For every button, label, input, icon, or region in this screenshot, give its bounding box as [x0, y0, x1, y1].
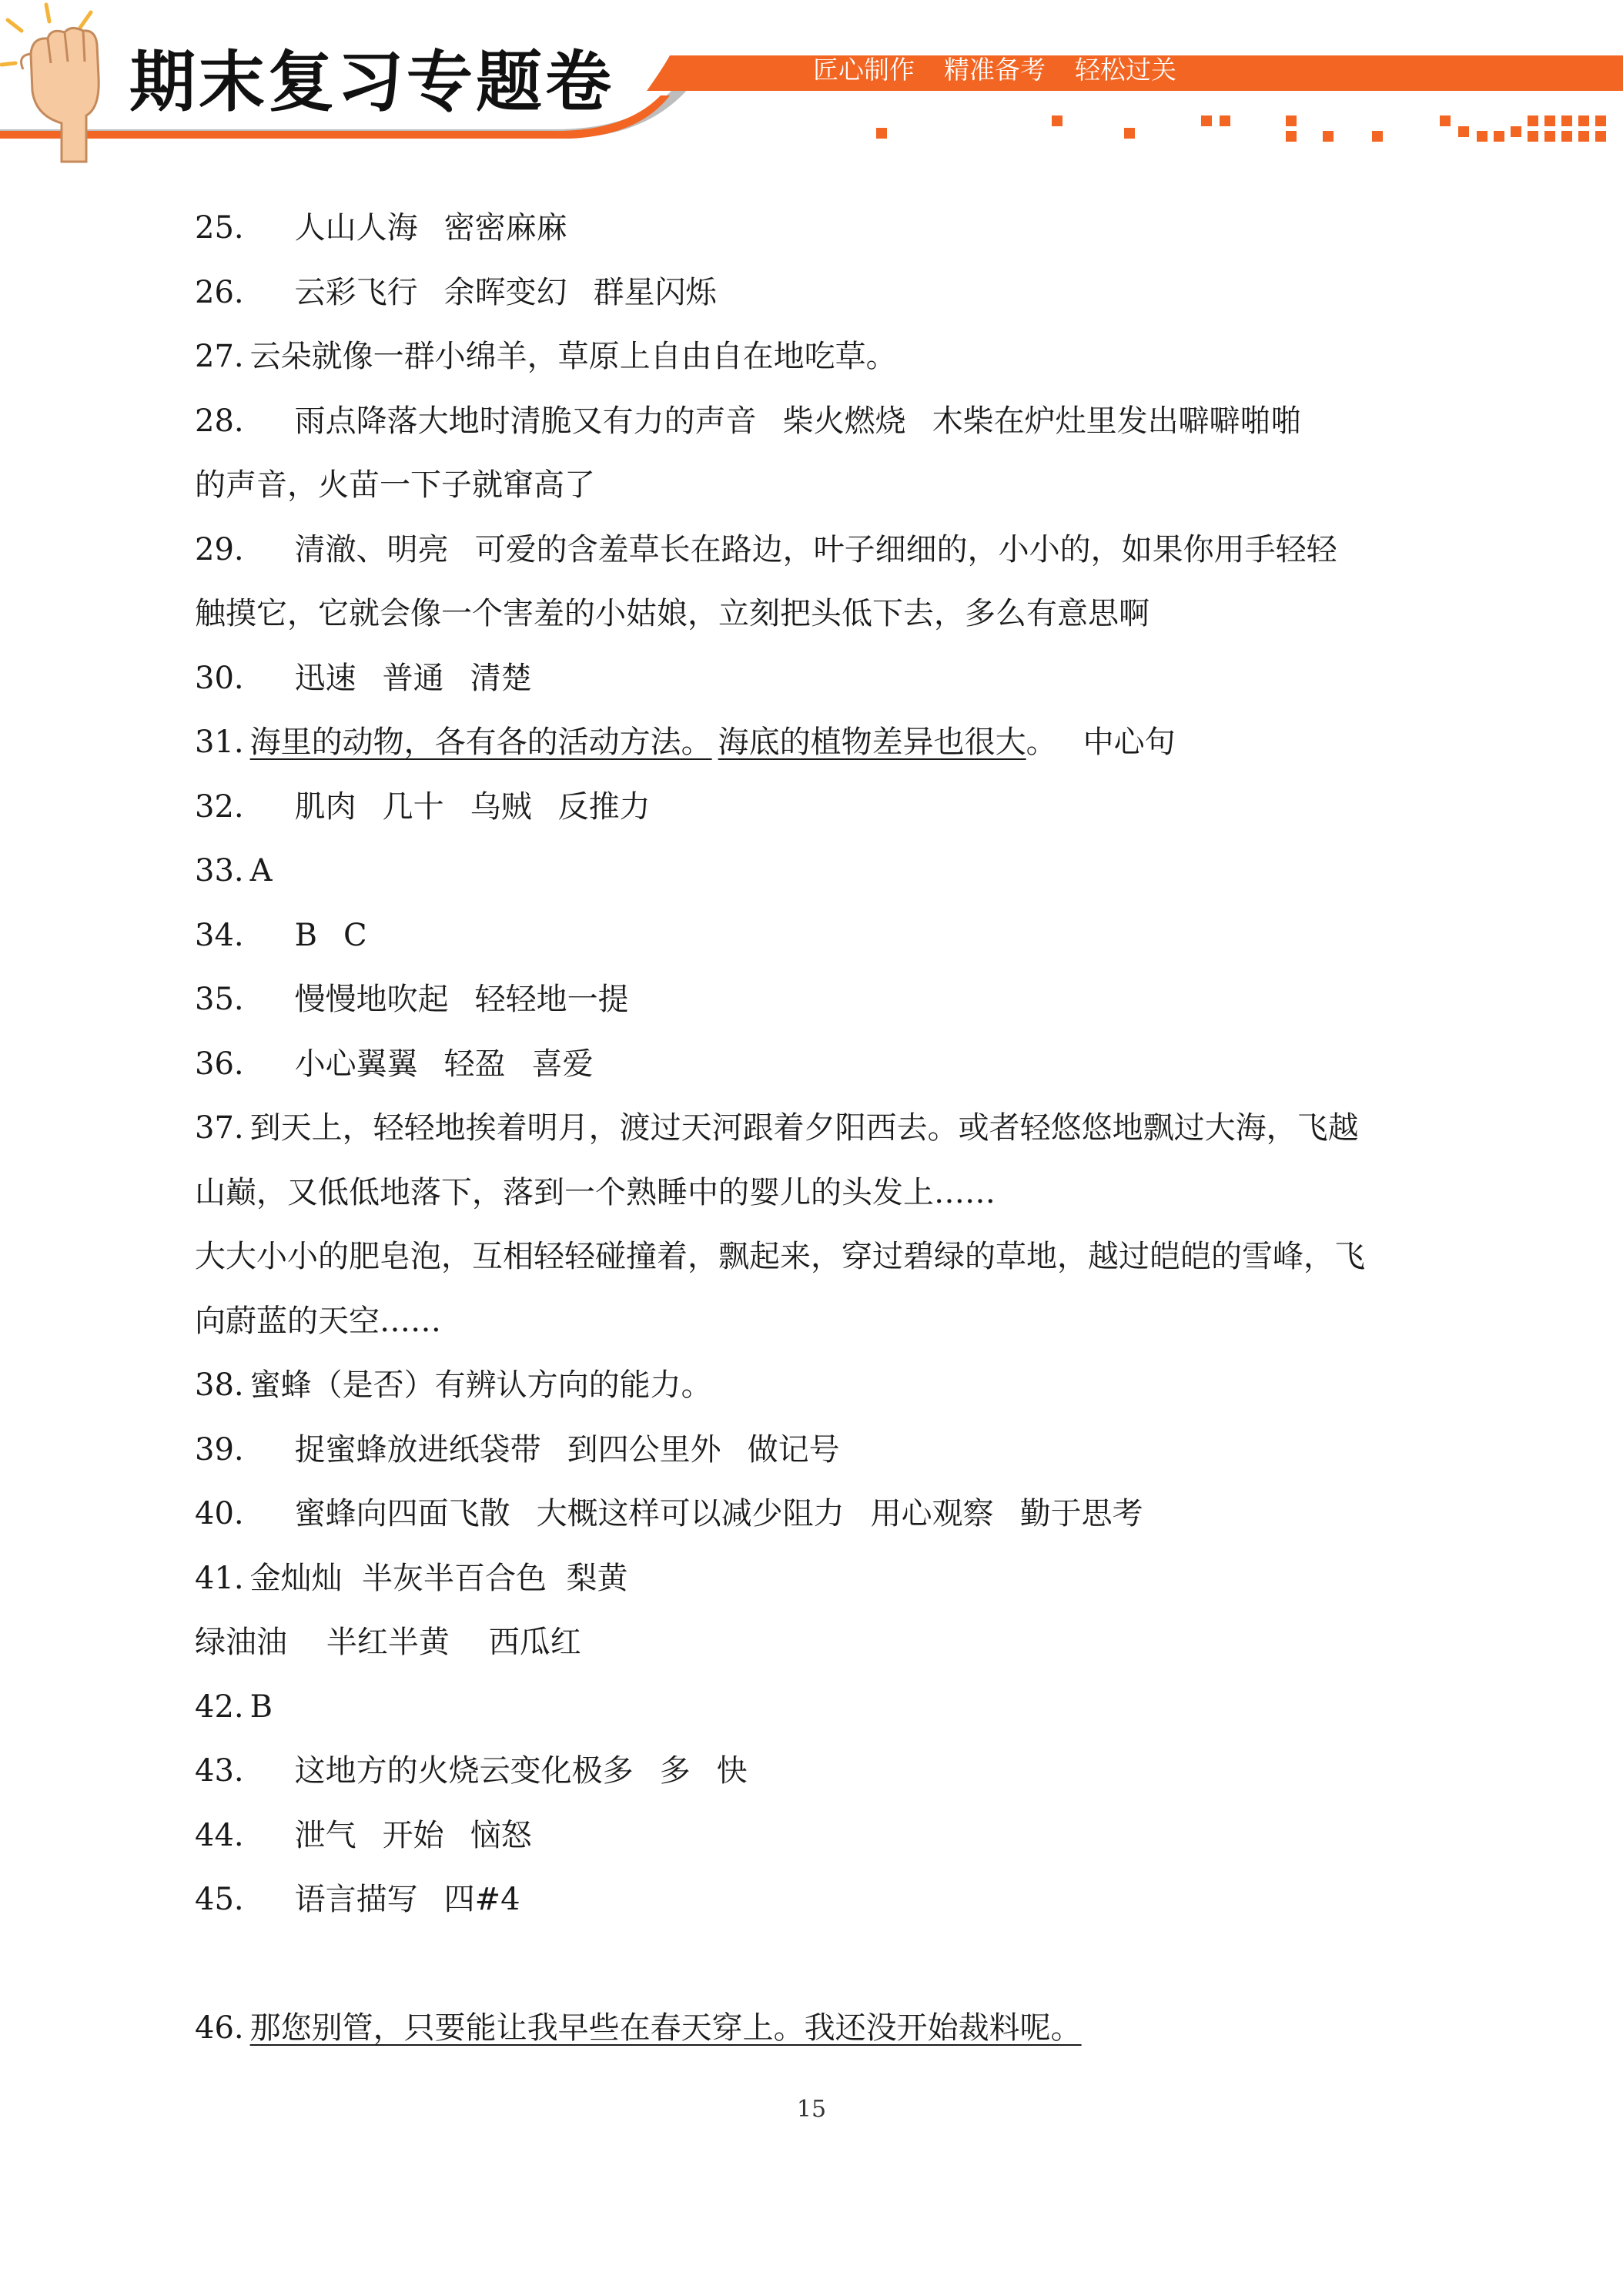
item-number: 34. — [195, 918, 244, 953]
answer-37-cont-1 — [195, 1173, 1442, 1213]
answer-part: 雨点降落大地时清脆又有力的声音 — [294, 403, 757, 439]
item-number: 36. — [195, 1046, 244, 1082]
answer-part: 普通 — [382, 661, 444, 696]
answer-33 — [195, 851, 1442, 891]
answer-41-cont — [195, 1622, 1442, 1662]
answer-part: 柴火燃烧 — [782, 403, 906, 439]
answer-43 — [195, 1751, 1442, 1791]
answer-29 — [195, 530, 1442, 570]
item-number: 45. — [195, 1882, 244, 1917]
punctuation: 。 — [1026, 725, 1057, 760]
header-title: 期末复习专题卷 — [129, 44, 614, 121]
answer-part: 人山人海 — [294, 210, 418, 246]
answer-28-cont — [195, 465, 1442, 505]
underlined-sentence: 那您别管，只要能让我早些在春天穿上。我还没开始裁料呢。 — [249, 2010, 1082, 2046]
item-number: 25. — [195, 210, 244, 246]
answer-text: 蜜蜂（是否）有辨认方向的能力。 — [249, 1367, 712, 1403]
answer-part: 木柴在炉灶里发出噼噼啪啪 — [932, 403, 1302, 439]
answer-42 — [195, 1687, 1442, 1727]
answer-part: C — [343, 918, 367, 953]
page-header — [0, 0, 1623, 166]
answer-part: 几十 — [382, 789, 444, 825]
page-number: 15 — [796, 2096, 827, 2123]
answer-part: 四#4 — [443, 1882, 520, 1917]
underlined-sentence: 海底的植物差异也很大 — [718, 725, 1026, 760]
answer-part: 喜爱 — [531, 1046, 594, 1082]
answer-35 — [195, 979, 1442, 1019]
answer-part: 迅速 — [294, 661, 356, 696]
answer-part: 清楚 — [470, 661, 532, 696]
item-number: 39. — [195, 1432, 244, 1468]
answer-37-cont-3 — [195, 1301, 1442, 1341]
answer-30 — [195, 658, 1442, 698]
answer-part: 快 — [716, 1753, 748, 1789]
answer-text: 的声音，火苗一下子就窜高了 — [195, 467, 595, 503]
slogan-3: 轻松过关 — [1075, 55, 1176, 85]
item-number: 38. — [195, 1367, 244, 1403]
answer-text: 触摸它，它就会像一个害羞的小姑娘，立刻把头低下去，多么有意思啊 — [195, 596, 1149, 631]
slogan-2: 精准备考 — [944, 55, 1046, 85]
slogan-1: 匠心制作 — [813, 55, 915, 85]
answer-part: 轻轻地一提 — [474, 982, 629, 1017]
item-number: 37. — [195, 1110, 244, 1146]
answer-part: 可爱的含羞草长在路边，叶子细细的，小小的，如果你用手轻轻 — [474, 532, 1337, 567]
item-number: 43. — [195, 1753, 244, 1789]
item-number: 44. — [195, 1818, 244, 1853]
answer-26 — [195, 273, 1442, 313]
answer-part: 捉蜜蜂放进纸袋带 — [294, 1432, 541, 1468]
answer-part: 肌肉 — [294, 789, 356, 825]
answer-part: 大概这样可以减少阻力 — [536, 1496, 845, 1531]
answer-37 — [195, 1108, 1442, 1148]
answer-part: 乌贼 — [470, 789, 532, 825]
answer-part: 勤于思考 — [1019, 1496, 1143, 1531]
answer-part: 做记号 — [747, 1432, 840, 1468]
answer-part: 群星闪烁 — [593, 275, 717, 310]
item-number: 26. — [195, 275, 244, 310]
answer-part: 慢慢地吹起 — [294, 982, 449, 1017]
answer-text: 金灿灿 半灰半百合色 梨黄 — [249, 1561, 628, 1596]
item-number: 35. — [195, 982, 244, 1017]
item-number: 27. — [195, 339, 244, 374]
answer-31 — [195, 722, 1442, 762]
answer-part: 小心翼翼 — [294, 1046, 418, 1082]
answer-part: 清澈、明亮 — [294, 532, 449, 567]
underlined-sentence: 海里的动物，各有各的活动方法。 — [249, 725, 712, 760]
item-number: 40. — [195, 1496, 244, 1531]
answer-text: 大大小小的肥皂泡，互相轻轻碰撞着，飘起来，穿过碧绿的草地，越过皑皑的雪峰，飞 — [195, 1239, 1365, 1274]
answer-part: 开始 — [382, 1818, 444, 1853]
answer-41 — [195, 1558, 1442, 1598]
answer-39 — [195, 1430, 1442, 1470]
answer-part: 到四公里外 — [567, 1432, 721, 1468]
item-number: 33. — [195, 853, 244, 889]
answer-part: 多 — [659, 1753, 691, 1789]
answer-text: 绿油油 半红半黄 西瓜红 — [195, 1625, 581, 1660]
item-number: 32. — [195, 789, 244, 825]
answer-text: 云朵就像一群小绵羊，草原上自由自在地吃草。 — [249, 339, 897, 374]
item-number: 28. — [195, 403, 244, 439]
answer-32 — [195, 787, 1442, 827]
item-number: 42. — [195, 1689, 244, 1725]
answer-part: 语言描写 — [294, 1882, 418, 1917]
answer-45 — [195, 1879, 1442, 1919]
answer-29-cont — [195, 594, 1442, 634]
answer-text: A — [249, 853, 273, 889]
answer-37-cont-2 — [195, 1237, 1442, 1277]
answer-part: B — [294, 918, 318, 953]
answer-part: 余晖变幻 — [443, 275, 567, 310]
header-slogan — [813, 55, 1206, 85]
answer-part: 云彩飞行 — [294, 275, 418, 310]
answer-46 — [195, 2008, 1442, 2048]
answer-40 — [195, 1494, 1442, 1534]
answer-38 — [195, 1365, 1442, 1405]
item-number: 30. — [195, 661, 244, 696]
item-number: 31. — [195, 725, 244, 760]
answer-25 — [195, 208, 1442, 248]
answer-part: 用心观察 — [870, 1496, 994, 1531]
answer-part: 这地方的火烧云变化极多 — [294, 1753, 634, 1789]
answer-part: 轻盈 — [443, 1046, 506, 1082]
answer-part: 蜜蜂向四面飞散 — [294, 1496, 510, 1531]
answer-27 — [195, 336, 1442, 377]
answer-text: B — [249, 1689, 273, 1725]
answer-part: 反推力 — [557, 789, 651, 825]
answer-text: 向蔚蓝的天空…… — [195, 1304, 441, 1339]
answer-text: 山巅，又低低地落下，落到一个熟睡中的婴儿的头发上…… — [195, 1175, 996, 1210]
answer-28 — [195, 401, 1442, 441]
item-number: 46. — [195, 2010, 244, 2046]
answer-text: 到天上，轻轻地挨着明月，渡过天河跟着夕阳西去。或者轻悠悠地飘过大海，飞越 — [249, 1110, 1359, 1146]
item-number: 29. — [195, 532, 244, 567]
answer-36 — [195, 1044, 1442, 1084]
answer-44 — [195, 1816, 1442, 1856]
answer-part: 密密麻麻 — [443, 210, 567, 246]
answer-part: 恼怒 — [470, 1818, 532, 1853]
answer-part: 中心句 — [1083, 725, 1176, 760]
answer-part: 泄气 — [294, 1818, 356, 1853]
item-number: 41. — [195, 1561, 244, 1596]
answer-34 — [195, 915, 1442, 956]
